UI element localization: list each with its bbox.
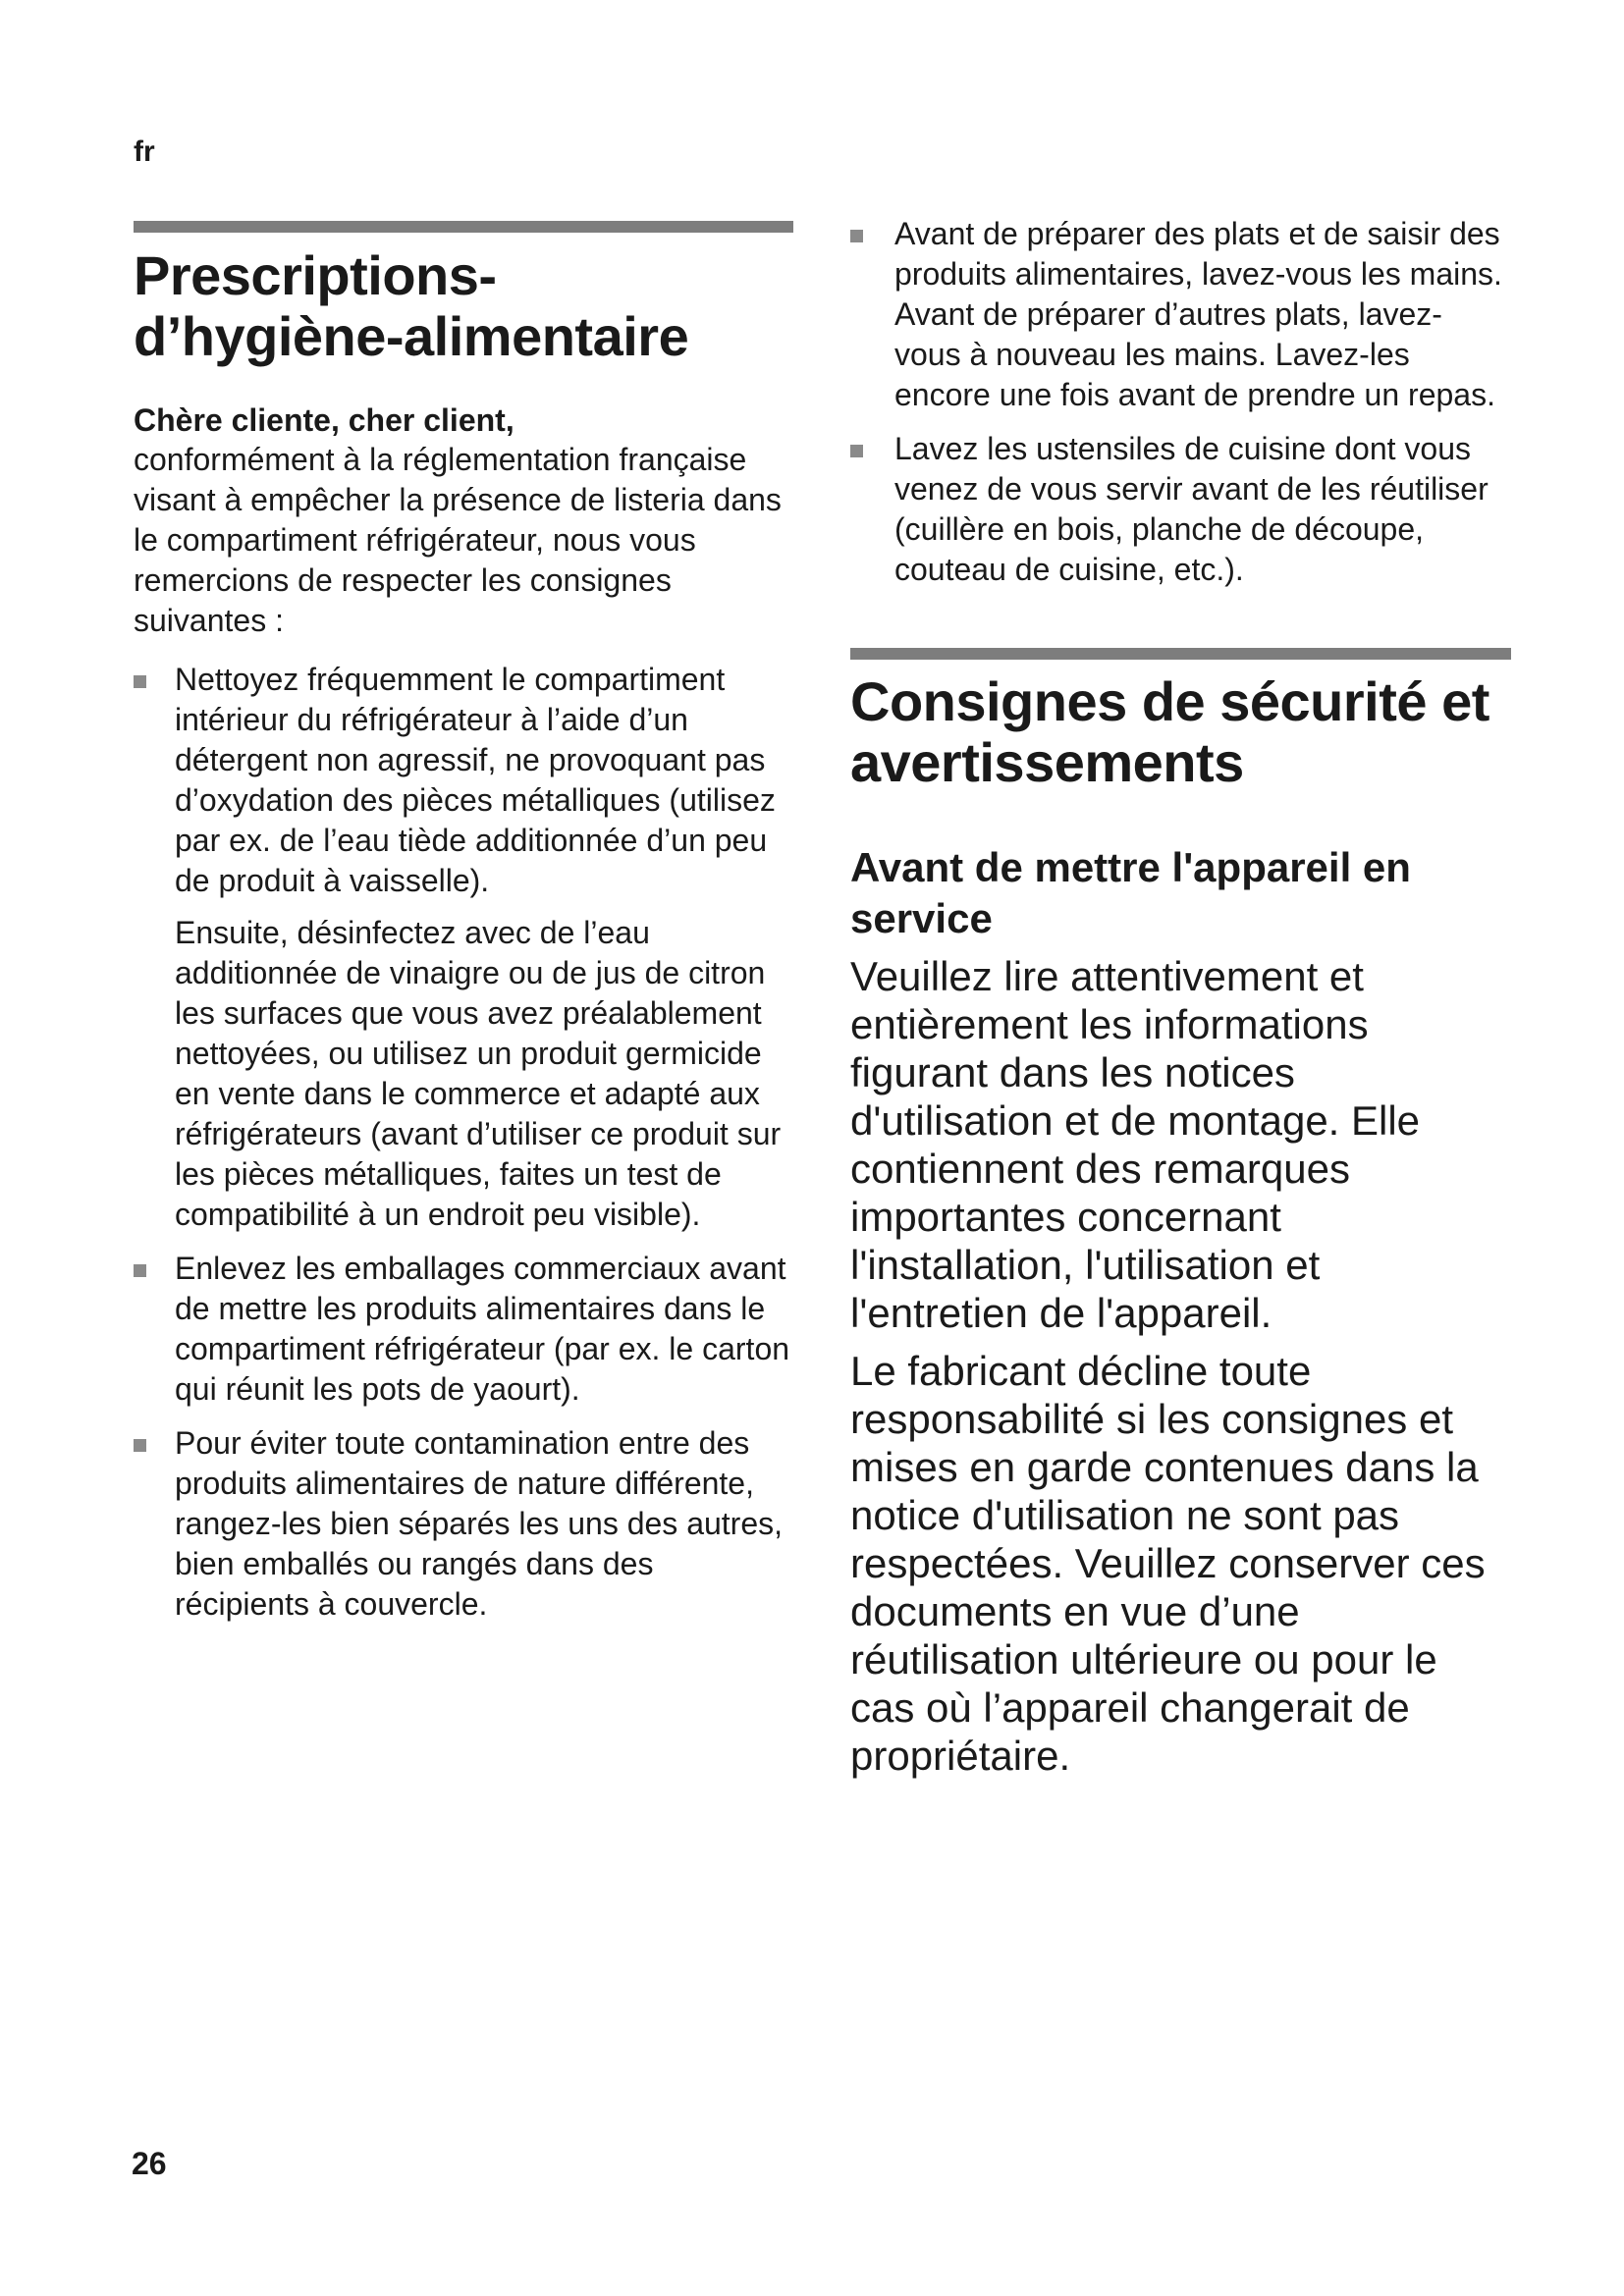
intro-heading: Chère cliente, cher client, — [134, 402, 514, 438]
list-item-subparagraph: Ensuite, désinfectez avec de l’eau additionnée de vinaigre ou de jus de citron les surfaces que vous avez préalablement nettoyées, ou utilisez un produit germicide en vente dans le commerce et adapté aux réfrigérateurs (avant d’utiliser ce produit sur les pièces métalliques, faites un test de compatibilité à un endroit peu visible). — [175, 915, 782, 1232]
square-bullet-icon — [134, 1264, 146, 1277]
list-item — [134, 1423, 793, 1625]
safety-subtitle: Avant de mettre l'appareil en service — [850, 844, 1411, 941]
list-item-text: Lavez les ustensiles de cuisine dont vous venez de vous servir avant de les réutiliser (cuillère en bois, planche de découpe, couteau de cuisine, etc.). — [894, 431, 1489, 587]
list-item-text: Pour éviter toute contamination entre des produits alimentaires de nature différente, rangez-les bien séparés les uns des autres, bien emballés ou rangés dans des récipients à couvercle. — [175, 1425, 784, 1622]
safety-paragraph: Veuillez lire attentivement et entièrement les informations figurant dans les notices d'utilisation et de montage. Elle contiennent des remarques importantes concernant l'installation, l'utilisation et l'entretien de l'appareil. — [850, 953, 1421, 1336]
list-item-text: Avant de préparer des plats et de saisir des produits alimentaires, lavez-vous les mains. Avant de préparer d’autres plats, lavez-vous à nouveau les mains. Lavez-les encore une fois avant de prendre un repas. — [894, 216, 1502, 412]
list-item — [850, 214, 1508, 415]
square-bullet-icon — [850, 230, 863, 242]
list-item — [850, 429, 1508, 590]
safety-title: Consignes de sécurité et avertissements — [850, 670, 1489, 793]
hygiene-list-continued — [850, 214, 1508, 604]
list-item-text: Nettoyez fréquemment le compartiment intérieur du réfrigérateur à l’aide d’un détergent non agressif, ne provoquant pas d’oxydation des pièces métalliques (utilisez par ex. de l’eau tiède additionnée d’un peu de produit à vaisselle). — [175, 662, 776, 898]
hygiene-title: Prescriptions- d’hygiène-alimentaire — [134, 244, 689, 367]
language-code: fr — [134, 135, 155, 168]
hygiene-list — [134, 660, 793, 1638]
list-item — [134, 660, 793, 1235]
square-bullet-icon — [134, 1439, 146, 1452]
safety-body — [850, 952, 1508, 1789]
section-rule-left — [134, 221, 793, 233]
intro-text: conformément à la réglementation française visant à empêcher la présence de listeria dans le compartiment réfrigérateur, nous vous remercions de respecter les consignes suivantes : — [134, 442, 782, 638]
intro-block — [134, 400, 793, 641]
page-number: 26 — [132, 2146, 167, 2181]
list-item — [134, 1249, 793, 1410]
square-bullet-icon — [134, 675, 146, 688]
safety-paragraph: Le fabricant décline toute responsabilité si les consignes et mises en garde contenues dans la notice d'utilisation ne sont pas respectées. Veuillez conserver ces documents en vue d’une réutilisation ultérieure ou pour le cas où l’appareil changerait de propriétaire. — [850, 1348, 1486, 1779]
list-item-text: Enlevez les emballages commerciaux avant de mettre les produits alimentaires dans le compartiment réfrigérateur (par ex. le carton qui réunit les pots de yaourt). — [175, 1251, 790, 1407]
square-bullet-icon — [850, 445, 863, 457]
section-rule-right — [850, 648, 1511, 660]
